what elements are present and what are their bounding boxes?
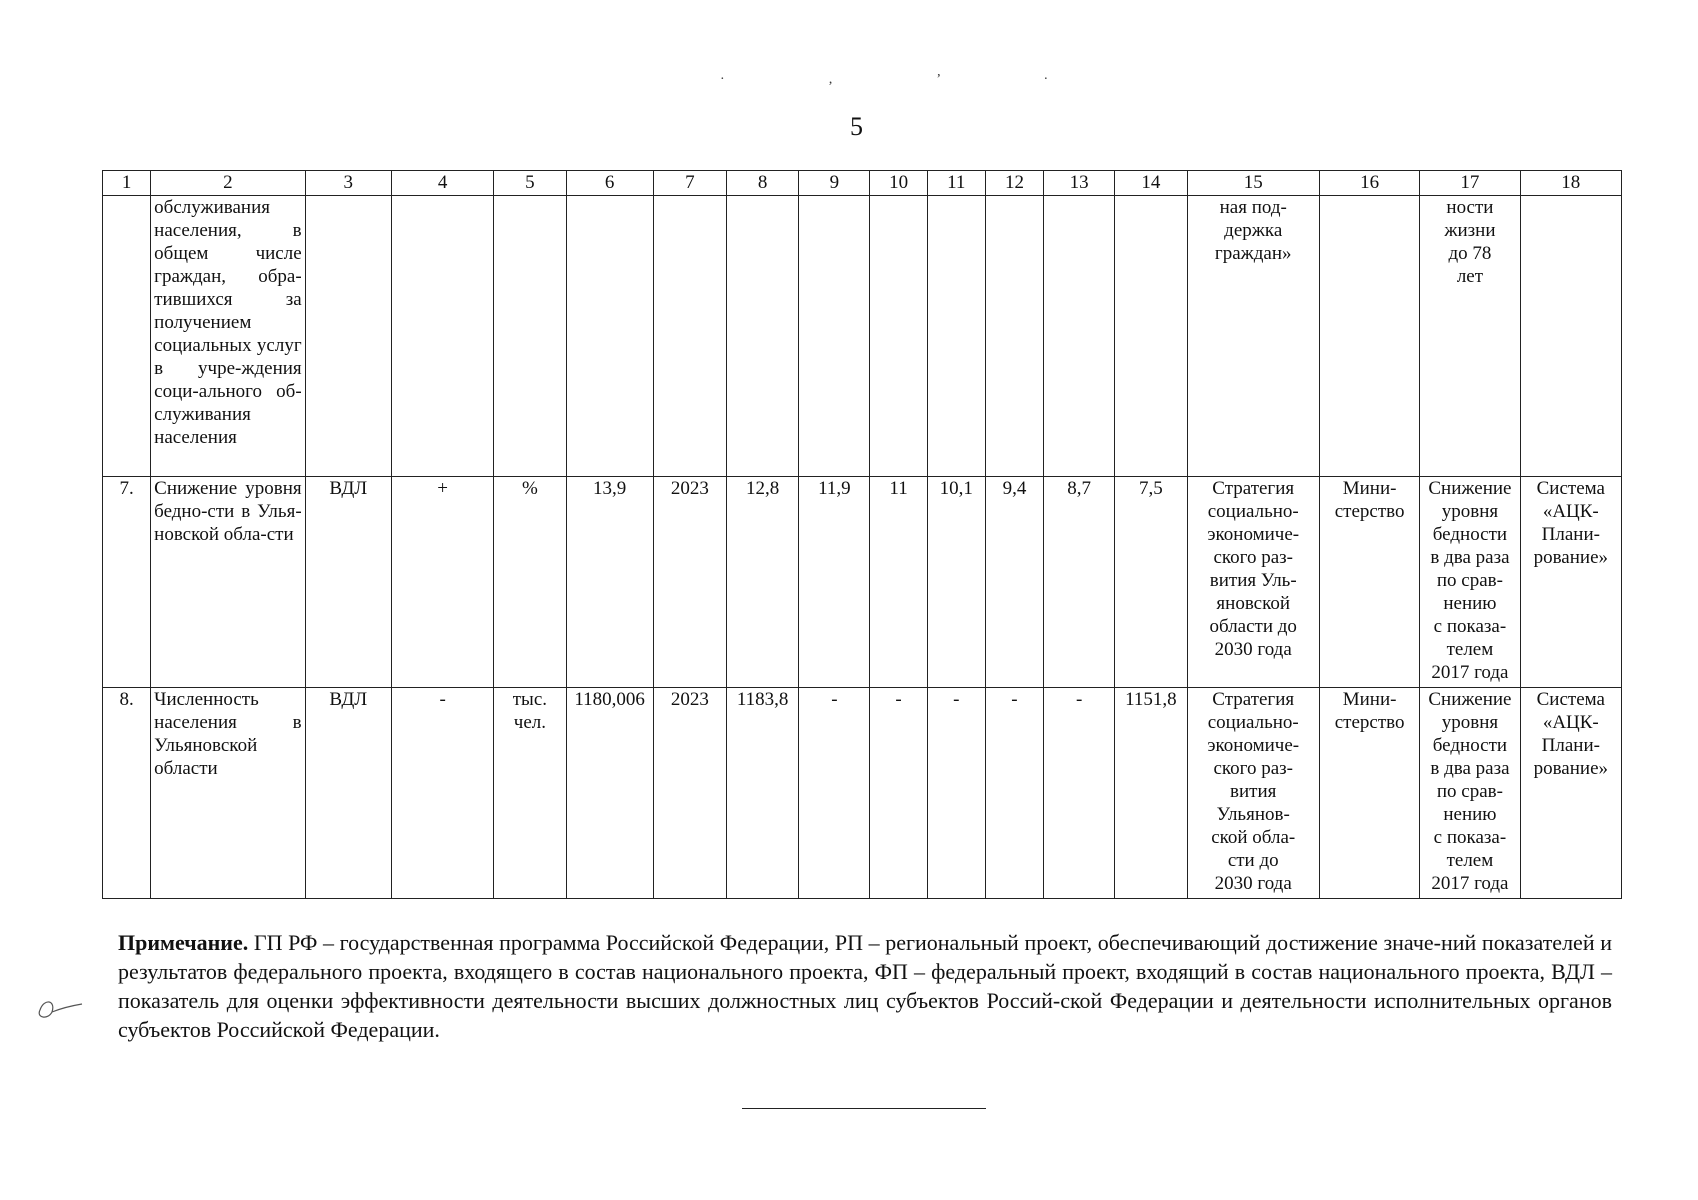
table-cell: 11 <box>870 477 927 688</box>
source-document-cell: Стратегия социально- экономиче- ского раз- вития Уль- яновской области до 2030 года <box>1187 477 1319 688</box>
row-number-cell: 7. <box>103 477 151 688</box>
column-header: 9 <box>799 171 870 196</box>
table-cell: % <box>494 477 566 688</box>
column-header: 18 <box>1520 171 1621 196</box>
row-number-cell: 8. <box>103 688 151 899</box>
responsible-cell: Мини- стерство <box>1319 477 1419 688</box>
column-header: 2 <box>151 171 306 196</box>
column-header: 3 <box>305 171 391 196</box>
table-cell <box>927 196 985 477</box>
table-cell <box>566 196 653 477</box>
table-cell: - <box>985 688 1043 899</box>
table-row <box>103 196 1622 477</box>
table-cell: - <box>799 688 870 899</box>
table-cell: 8,7 <box>1044 477 1115 688</box>
table-cell: - <box>391 688 493 899</box>
page-number: 5 <box>850 112 863 141</box>
source-document-cell: ная под- держка граждан» <box>1187 196 1319 477</box>
footnote-text: ГП РФ – государственная программа Российской Федерации, РП – региональный проект, обеспечивающий достижение значе-ний показателей и результатов федерального проекта, входящего в состав национального проекта, ФП – федеральный проект, входящий в состав национального проекта, ВДЛ – показатель для оценки эффективности деятельности высших должностных лиц субъектов Россий-ской Федерации и деятельности исполнительных органов субъектов Российской Федерации. <box>118 930 1612 1042</box>
target-cell: Снижение уровня бедности в два раза по срав- нению с показа- телем 2017 года <box>1420 477 1520 688</box>
target-cell: Снижение уровня бедности в два раза по срав- нению с показа- телем 2017 года <box>1420 688 1520 899</box>
column-header: 6 <box>566 171 653 196</box>
table-cell: 13,9 <box>566 477 653 688</box>
info-system-cell: Система «АЦК- Плани- рование» <box>1520 477 1621 688</box>
table-cell: ВДЛ <box>305 688 391 899</box>
responsible-cell <box>1319 196 1419 477</box>
column-header: 17 <box>1420 171 1520 196</box>
table-cell <box>391 196 493 477</box>
target-cell: ности жизни до 78 лет <box>1420 196 1520 477</box>
column-header: 11 <box>927 171 985 196</box>
table-row <box>103 688 1622 899</box>
table-cell: 1151,8 <box>1115 688 1187 899</box>
pen-mark-icon <box>30 990 90 1030</box>
table-cell <box>985 196 1043 477</box>
table-header-row <box>103 171 1622 196</box>
table-cell <box>799 196 870 477</box>
table-cell: 2023 <box>653 477 726 688</box>
table-cell: 11,9 <box>799 477 870 688</box>
footnote-label: Примечание. <box>118 930 249 955</box>
table-cell: 9,4 <box>985 477 1043 688</box>
table-row <box>103 477 1622 688</box>
closing-rule <box>742 1108 986 1109</box>
table-cell: ВДЛ <box>305 477 391 688</box>
table-cell: 2023 <box>653 688 726 899</box>
indicators-table <box>102 170 1622 899</box>
table-cell: - <box>927 688 985 899</box>
column-header: 10 <box>870 171 927 196</box>
table-cell <box>1044 196 1115 477</box>
source-document-cell: Стратегия социально- экономиче- ского раз- вития Ульянов- ской обла- сти до 2030 года <box>1187 688 1319 899</box>
column-header: 12 <box>985 171 1043 196</box>
footnote <box>118 928 1612 1044</box>
table-cell <box>653 196 726 477</box>
column-header: 16 <box>1319 171 1419 196</box>
scan-artifact-dots: · ‚ ’ · <box>720 72 1099 87</box>
table-cell: 7,5 <box>1115 477 1187 688</box>
table-cell <box>727 196 799 477</box>
table-cell <box>494 196 566 477</box>
table-cell: 1183,8 <box>727 688 799 899</box>
info-system-cell: Система «АЦК- Плани- рование» <box>1520 688 1621 899</box>
column-header: 14 <box>1115 171 1187 196</box>
column-header: 4 <box>391 171 493 196</box>
indicator-name-cell: Численность населения в Ульяновской области <box>151 688 306 899</box>
table-cell <box>305 196 391 477</box>
table-cell: + <box>391 477 493 688</box>
table-cell: - <box>870 688 927 899</box>
table-cell: 10,1 <box>927 477 985 688</box>
indicator-name-cell: обслуживания населения, в общем числе граждан, обра-тившихся за получением социальных услуг в учре-ждения соци-ального об-служивания населения <box>151 196 306 477</box>
table-cell <box>870 196 927 477</box>
column-header: 5 <box>494 171 566 196</box>
column-header: 13 <box>1044 171 1115 196</box>
table-cell: тыс. чел. <box>494 688 566 899</box>
info-system-cell <box>1520 196 1621 477</box>
table-cell: - <box>1044 688 1115 899</box>
indicator-name-cell: Снижение уровня бедно-сти в Улья-новской обла-сти <box>151 477 306 688</box>
column-header: 15 <box>1187 171 1319 196</box>
table-cell: 1180,006 <box>566 688 653 899</box>
responsible-cell: Мини- стерство <box>1319 688 1419 899</box>
table-cell: 12,8 <box>727 477 799 688</box>
column-header: 7 <box>653 171 726 196</box>
column-header: 1 <box>103 171 151 196</box>
column-header: 8 <box>727 171 799 196</box>
row-number-cell <box>103 196 151 477</box>
table-cell <box>1115 196 1187 477</box>
